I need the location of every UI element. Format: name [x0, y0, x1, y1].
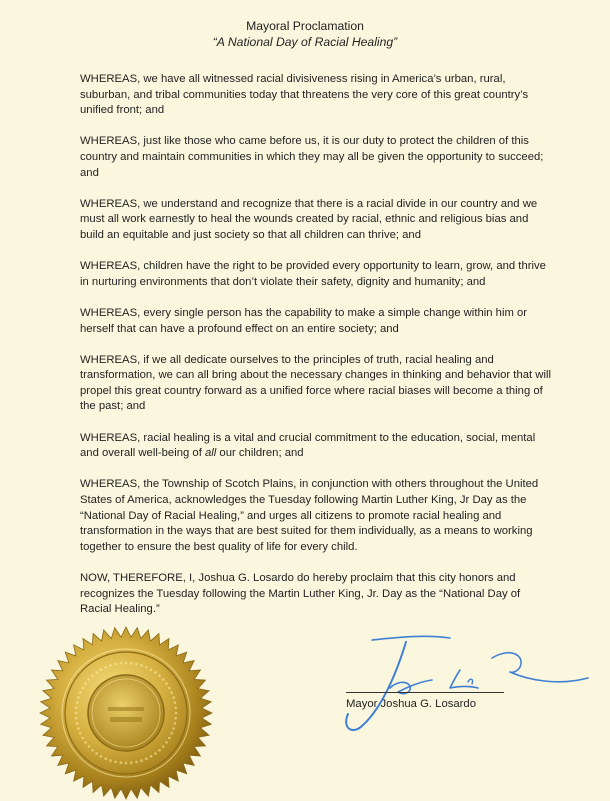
whereas-paragraph-1: WHEREAS, we have all witnessed racial divisiveness rising in America’s urban, rural, suburban, and tribal communities today that threatens the very core of this great country’s unified front; and: [80, 73, 529, 117]
proclamation-paragraph: NOW, THEREFORE, I, Joshua G. Losardo do hereby proclaim that this city honors and recognizes the Tuesday following the Martin Luther King, Jr. Day as the “National Day of Racial Healing.”: [80, 572, 521, 616]
signature-line: [346, 692, 504, 693]
mayor-signature-icon: [332, 628, 594, 738]
whereas-paragraph-3: WHEREAS, we understand and recognize that there is a racial divide in our country and we must all work earnestly to heal the wounds created by racial, ethnic and religious bias and build an equitable and just society so that all children can thrive; and: [80, 197, 538, 241]
whereas-paragraph-7: [80, 431, 554, 462]
whereas-paragraph-8: WHEREAS, the Township of Scotch Plains, in conjunction with others throughout the United States of America, acknowledges the Tuesday following Martin Luther King, Jr Day as the “National Day of Racial Healing,” and urges all citizens to promote racial healing and transformation in the ways that are best suited for them individually, as a means to working together to ensure the best quality of life for every child.: [80, 478, 539, 553]
whereas-paragraph-7-start: WHEREAS, racial healing is a vital and crucial commitment to the education, social, mental and overall well-being of: [80, 431, 536, 460]
gold-seal-icon: [38, 625, 214, 801]
proclamation-header: [0, 18, 610, 50]
whereas-paragraph-4: WHEREAS, children have the right to be provided every opportunity to learn, grow, and thrive in nurturing environments that don’t violate their safety, dignity and humanity; and: [80, 260, 546, 288]
whereas-paragraph-6: WHEREAS, if we all dedicate ourselves to the principles of truth, racial healing and transformation, we can all bring about the necessary changes in thinking and behavior that will propel this great country forward as a unified force where racial biases will become a thing of the past; and: [80, 353, 551, 413]
whereas-paragraph-7-end: our children; and: [216, 447, 304, 460]
proclamation-title: Mayoral Proclamation: [246, 19, 364, 33]
proclamation-body: [80, 72, 554, 633]
mayor-name: Mayor Joshua G. Losardo: [346, 698, 476, 710]
proclamation-subtitle: “A National Day of Racial Healing”: [212, 35, 398, 49]
whereas-paragraph-2: WHEREAS, just like those who came before us, it is our duty to protect the children of this country and maintain communities in which they may all be given the opportunity to succeed; and: [80, 135, 544, 179]
whereas-paragraph-5: WHEREAS, every single person has the capability to make a simple change within him or herself that can have a profound effect on an entire society; and: [80, 306, 528, 335]
whereas-paragraph-7-emphasis: all: [204, 447, 217, 460]
